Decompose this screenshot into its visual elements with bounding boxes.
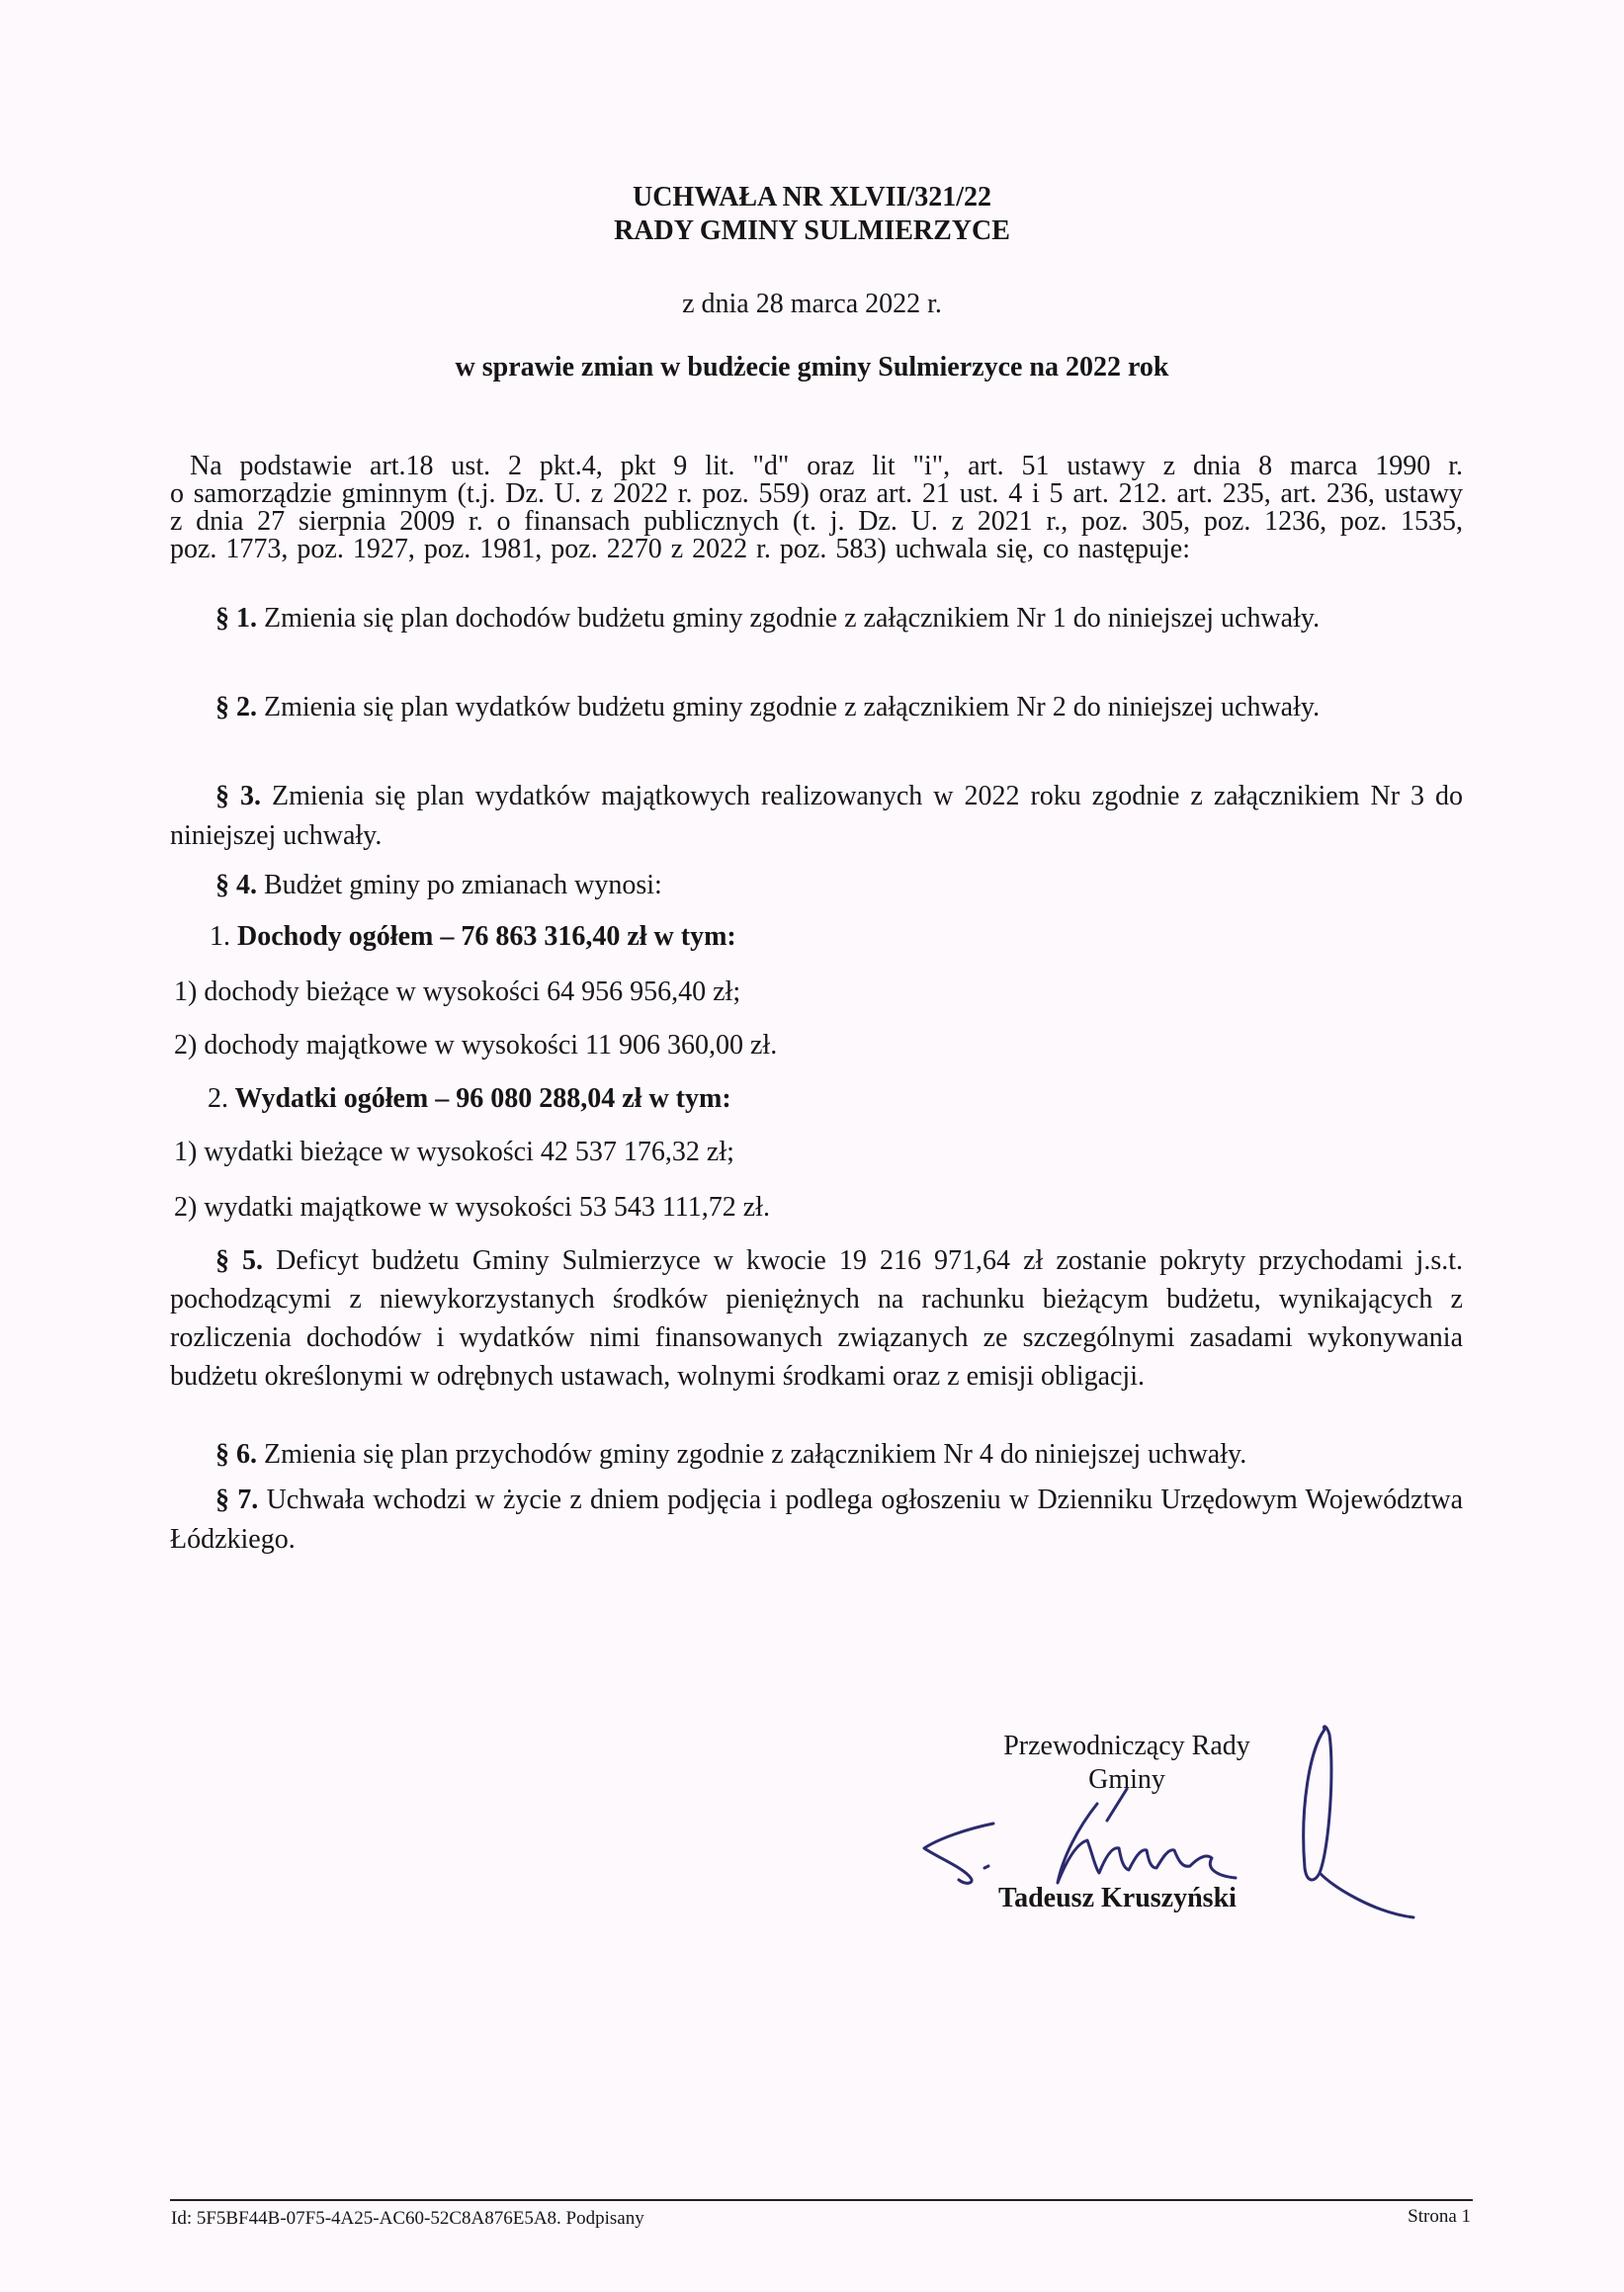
document-id: Id: 5F5BF44B-07F5-4A25-AC60-52C8A876E5A8. Podpisany xyxy=(171,2208,644,2229)
legal-basis-preamble xyxy=(170,453,1463,563)
section-1 xyxy=(170,599,1463,638)
role-line-1: Przewodniczący Rady xyxy=(1003,1731,1250,1761)
expense-total: 2. Wydatki ogółem – 96 080 288,04 zł w tym: xyxy=(208,1083,731,1114)
signatory-name: Tadeusz Kruszyński xyxy=(998,1883,1237,1913)
income-total: 1. Dochody ogółem – 76 863 316,40 zł w tym: xyxy=(210,921,736,952)
resolution-date: z dnia 28 marca 2022 r. xyxy=(682,289,942,319)
section-text: Zmienia się plan przychodów gminy zgodnie z załącznikiem Nr 4 do niniejszej uchwały. xyxy=(264,1439,1247,1470)
resolution-subject: w sprawie zmian w budżecie gminy Sulmierzyce na 2022 rok xyxy=(455,352,1169,382)
section-7 xyxy=(170,1481,1463,1560)
section-text: Zmienia się plan dochodów budżetu gminy zgodnie z załącznikiem Nr 1 do niniejszej uchwały. xyxy=(264,603,1321,634)
resolution-title xyxy=(0,181,1624,248)
section-5 xyxy=(170,1241,1463,1396)
income-property: 2) dochody majątkowe w wysokości 11 906 360,00 zł. xyxy=(174,1030,778,1061)
section-mark: § 7. xyxy=(215,1485,259,1515)
footer-divider xyxy=(170,2199,1473,2201)
expense-property: 2) wydatki majątkowe w wysokości 53 543 111,72 zł. xyxy=(174,1192,770,1223)
section-mark: § 6. xyxy=(215,1439,257,1470)
section-4 xyxy=(170,866,1463,905)
role-line-2: Gminy xyxy=(1088,1764,1165,1795)
section-mark: § 3. xyxy=(215,781,261,811)
section-2 xyxy=(170,688,1463,727)
section-mark: § 4. xyxy=(215,870,257,900)
section-mark: § 5. xyxy=(215,1245,264,1276)
page-number: Strona 1 xyxy=(1408,2206,1471,2227)
income-current: 1) dochody bieżące w wysokości 64 956 956,40 zł; xyxy=(174,976,741,1007)
section-text: Uchwała wchodzi w życie z dniem podjęcia i podlega ogłoszeniu w Dzienniku Urzędowym Województwa Łódzkiego. xyxy=(170,1485,1464,1555)
section-text: Deficyt budżetu Gminy Sulmierzyce w kwocie 19 216 971,64 zł zostanie pokryty przychodami j.s.t. pochodzącymi z niewykorzystanych środków pieniężnych na rachunku bieżącym budżetu, wynikających z rozliczenia dochodów i wydatków nimi finansowanych związanych ze szczególnymi zasadami wykonywania budżetu określonymi w odrębnych ustawach, wolnymi środkami oraz z emisji obligacji. xyxy=(170,1245,1463,1392)
preamble-line-2: o samorządzie gminnym (t.j. Dz. U. z 2022 r. poz. 559) oraz art. 21 ust. 4 i 5 art. 212. art. 235, art. 236, ustawy xyxy=(170,478,1463,509)
title-line-2: RADY GMINY SULMIERZYCE xyxy=(614,215,1010,246)
section-mark: § 1. xyxy=(215,603,257,634)
section-text: Zmienia się plan wydatków budżetu gminy zgodnie z załącznikiem Nr 2 do niniejszej uchwały. xyxy=(264,692,1321,722)
preamble-line-4: poz. 1773, poz. 1927, poz. 1981, poz. 2270 z 2022 r. poz. 583) uchwala się, co następuje: xyxy=(170,534,1191,564)
section-3 xyxy=(170,777,1463,856)
expense-current: 1) wydatki bieżące w wysokości 42 537 176,32 zł; xyxy=(174,1137,734,1167)
section-text: Budżet gminy po zmianach wynosi: xyxy=(264,870,662,900)
section-text: Zmienia się plan wydatków majątkowych realizowanych w 2022 roku zgodnie z załącznikiem Nr 3 do niniejszej uchwały. xyxy=(170,781,1464,851)
preamble-line-3: z dnia 27 sierpnia 2009 r. o finansach publicznych (t. j. Dz. U. z 2021 r., poz. 305, poz. 1236, poz. 1535, xyxy=(170,506,1463,537)
title-line-1: UCHWAŁA NR XLVII/321/22 xyxy=(632,182,992,212)
section-mark: § 2. xyxy=(215,692,257,722)
preamble-line-1: Na podstawie art.18 ust. 2 pkt.4, pkt 9 lit. "d" oraz lit "i", art. 51 ustawy z dnia 8 marca 1990 r. xyxy=(190,451,1463,481)
section-6 xyxy=(170,1435,1463,1475)
